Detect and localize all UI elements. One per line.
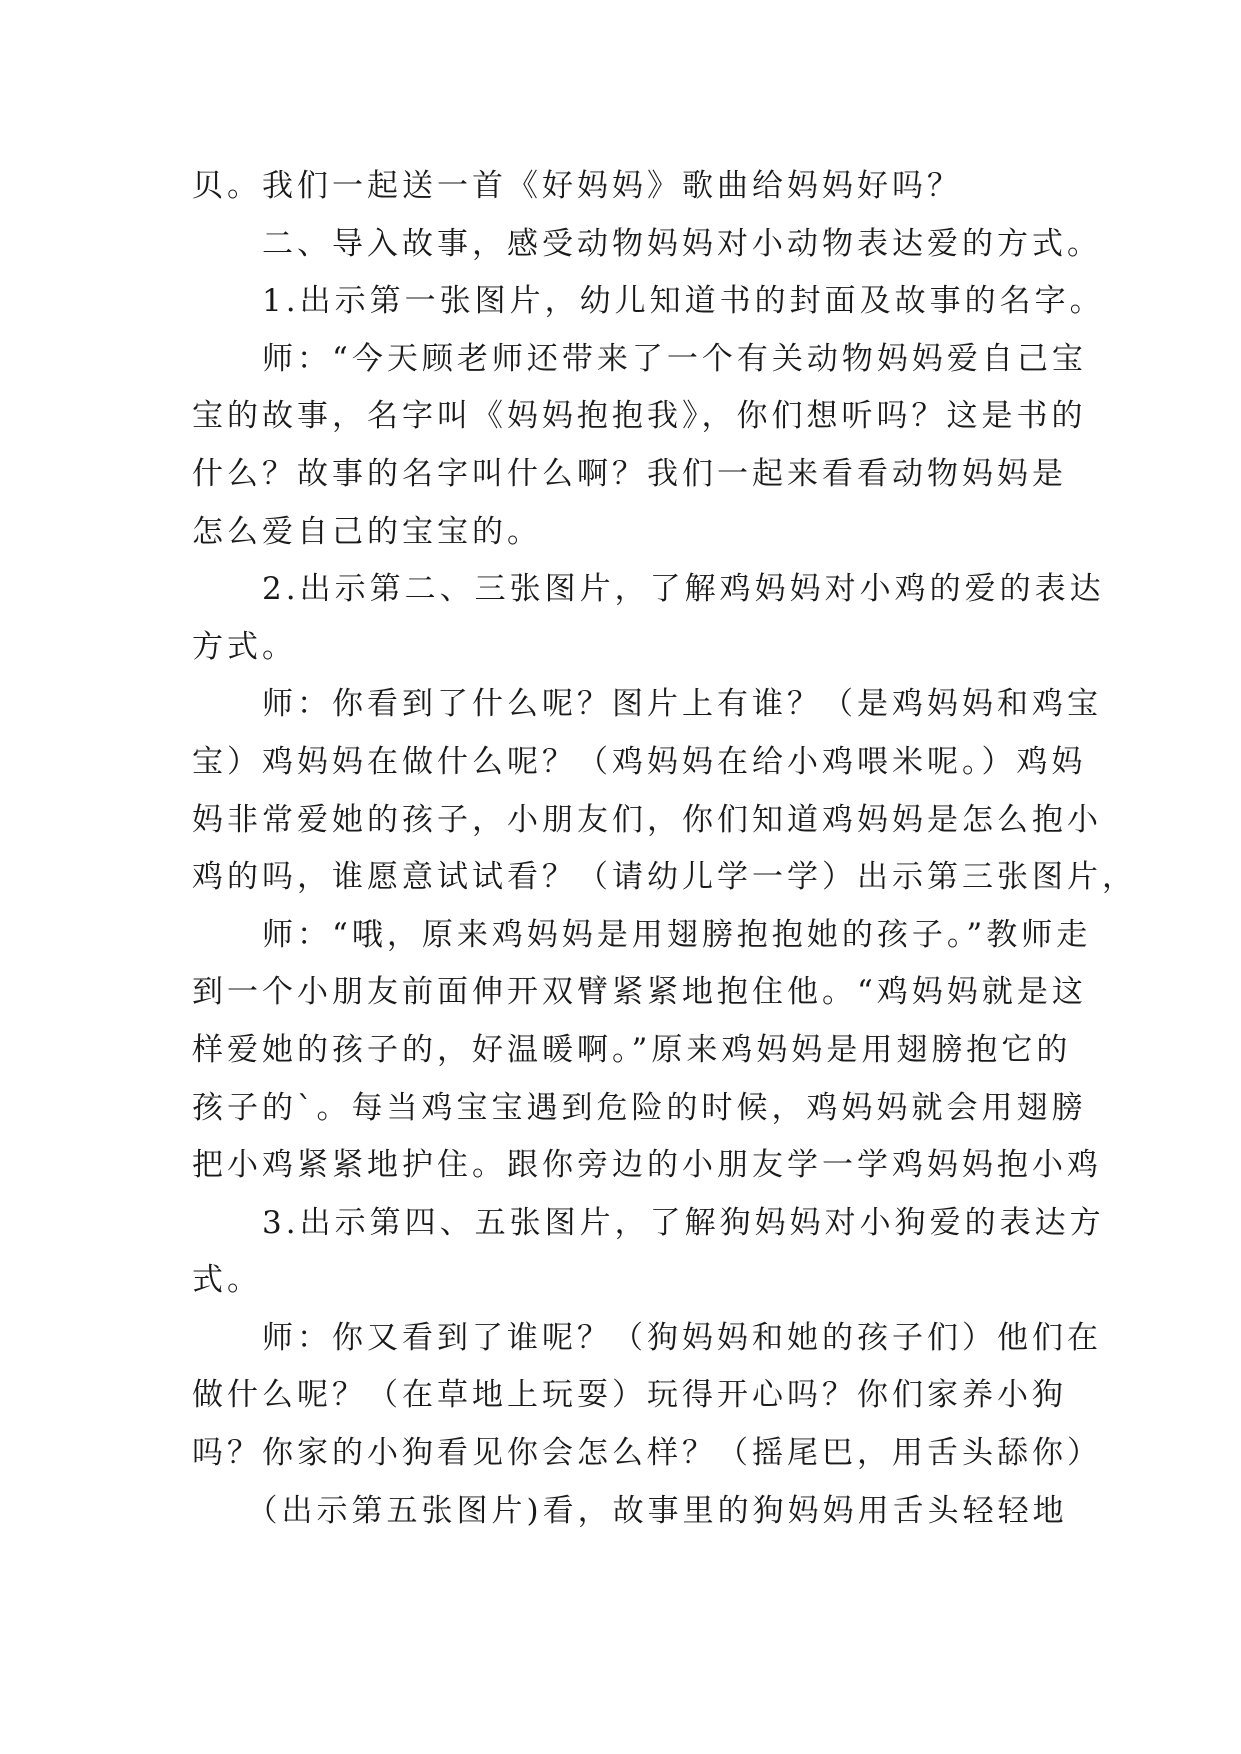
text-line: 师：你看到了什么呢？图片上有谁？（是鸡妈妈和鸡宝	[192, 686, 1102, 723]
text-line: 把小鸡紧紧地护住。跟你旁边的小朋友学一学鸡妈妈抱小鸡	[192, 1147, 1102, 1184]
text-line: 宝的故事，名字叫《妈妈抱抱我》，你们想听吗？这是书的	[192, 398, 1087, 435]
text-line: 师：你又看到了谁呢？（狗妈妈和她的孩子们）他们在	[192, 1319, 1102, 1356]
text-line: 二、导入故事，感受动物妈妈对小动物表达爱的方式。	[192, 225, 1102, 262]
text-line: 3.出示第四、五张图片，了解狗妈妈对小狗爱的表达方	[192, 1204, 1105, 1241]
text-line: 师：“今天顾老师还带来了一个有关动物妈妈爱自己宝	[192, 340, 1087, 377]
text-line: 宝）鸡妈妈在做什么呢？（鸡妈妈在给小鸡喂米呢。）鸡妈	[192, 743, 1087, 780]
text-line: 1.出示第一张图片，幼儿知道书的封面及故事的名字。	[192, 283, 1105, 320]
text-line: 鸡的吗，谁愿意试试看？（请幼儿学一学）出示第三张图片，	[192, 859, 1137, 896]
text-line: 怎么爱自己的宝宝的。	[192, 513, 542, 550]
text-line: 什么？故事的名字叫什么啊？我们一起来看看动物妈妈是	[192, 455, 1067, 492]
text-line: 孩子的`。每当鸡宝宝遇到危险的时候，鸡妈妈就会用翅膀	[192, 1089, 1087, 1126]
text-line: 2.出示第二、三张图片，了解鸡妈妈对小鸡的爱的表达	[192, 571, 1105, 608]
text-line: 吗？你家的小狗看见你会怎么样？（摇尾巴，用舌头舔你）	[192, 1435, 1102, 1472]
text-line: 式。	[192, 1262, 262, 1299]
text-line: 方式。	[192, 628, 297, 665]
text-line: 师：“哦，原来鸡妈妈是用翅膀抱抱她的孩子。”教师走	[192, 916, 1092, 953]
text-line: 做什么呢？（在草地上玩耍）玩得开心吗？你们家养小狗	[192, 1377, 1067, 1414]
text-line: （出示第五张图片)看，故事里的狗妈妈用舌头轻轻地	[192, 1492, 1068, 1529]
body-text	[192, 158, 1137, 1540]
text-line: 贝。我们一起送一首《好妈妈》歌曲给妈妈好吗？	[192, 168, 962, 204]
text-line: 到一个小朋友前面伸开双臂紧紧地抱住他。“鸡妈妈就是这	[192, 974, 1087, 1011]
text-line: 妈非常爱她的孩子，小朋友们，你们知道鸡妈妈是怎么抱小	[192, 801, 1102, 838]
text-line: 样爱她的孩子的，好温暖啊。”原来鸡妈妈是用翅膀抱它的	[192, 1031, 1072, 1068]
